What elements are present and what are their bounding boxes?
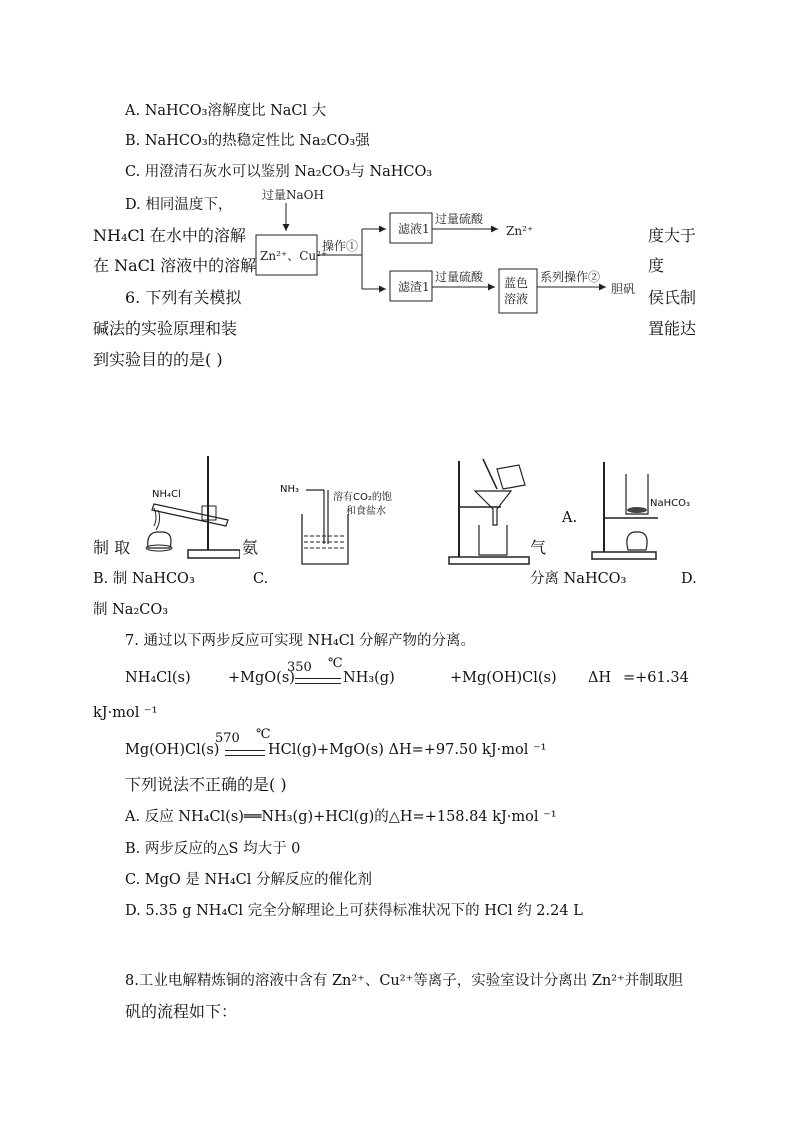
flow-acid-bottom: 过量硫酸 [435,270,484,284]
q6-stem-line3: 到实验目的的是( ) [93,350,223,369]
q6-stem-right1: 侯氏制 [648,288,697,307]
q8-stem-line1: 8.工业电解精炼铜的溶液中含有 Zn²⁺、Cu²⁺等离子，实验室设计分离出 Zn²⁺并制取胆 [125,973,683,989]
q7-option-d: D. 5.35 g NH₄Cl 完全分解理论上可获得标准状况下的 HCl 约 2.24 L [125,903,583,919]
flow-filtrate: 滤液1 [398,222,430,236]
q6-row-qi: 气 [530,538,547,557]
apparatus-c-filtration [445,455,535,567]
q7-r2-reactant: Mg(OH)Cl(s) [125,742,220,758]
q7-r2-condition-unit: ℃ [256,727,271,742]
q5-option-d-right1: 度大于 [648,226,697,245]
q5-option-c: C. 用澄清石灰水可以鉴别 Na₂CO₃与 NaHCO₃ [125,164,433,180]
process-flowchart [250,183,645,323]
q7-question: 下列说法不正确的是( ) [125,775,287,794]
q6-option-a-letter: A. [562,510,578,526]
q7-r1-condition-temp: 350 [287,660,312,675]
q6-stem-line1: 6. 下列有关模拟 [125,288,242,307]
flow-reagent-naoh: 过量NaOH [262,188,324,202]
q6-option-d-text: 制 Na₂CO₃ [93,602,169,618]
apparatus-a-label: NH₄Cl [152,489,181,500]
q7-option-a: A. 反应 NH₄Cl(s)══NH₃(g)+HCl(g)的△H=+158.84 kJ·mol ⁻¹ [125,809,557,825]
apparatus-b-label-1: 溶有CO₂的饱 [333,492,392,503]
q7-r2-condition-temp: 570 [215,731,240,746]
apparatus-a-heating-tube [140,452,240,562]
q7-r1-dh-value: =+61.34 [623,670,689,686]
q7-r1-equals [295,678,341,684]
q6-stem-right2: 置能达 [648,319,697,338]
flow-operation-2: 系列操作② [540,270,601,284]
q8-stem-line2: 矾的流程如下： [125,1002,238,1021]
q7-r1-mgo: +MgO(s) [228,670,295,686]
apparatus-b-bubbling [278,474,438,570]
q6-stem-line2: 碱法的实验原理和装 [93,319,238,338]
q7-option-c: C. MgO 是 NH₄Cl 分解反应的催化剂 [125,872,373,888]
q6-option-d-letter: D. [681,571,697,587]
apparatus-b-nh3-label: NH₃ [280,484,300,495]
flow-product-zn: Zn²⁺ [506,224,534,238]
q5-option-d-right2: 度 [648,256,665,275]
q7-r1-condition-unit: ℃ [328,656,343,671]
flow-product-alum: 胆矾 [611,282,636,296]
apparatus-d-heating-beaker [588,460,698,560]
q6-row-zhiqu: 制 取 [93,538,131,557]
apparatus-d-label: NaHCO₃ [650,498,690,509]
flow-operation-1: 操作① [322,239,359,253]
q7-option-b: B. 两步反应的△S 均大于 0 [125,841,301,857]
apparatus-b-label-2: 和食盐水 [346,506,386,517]
q5-option-d: D. 相同温度下， [125,197,233,213]
q7-stem: 7. 通过以下两步反应可实现 NH₄Cl 分解产物的分离。 [125,633,476,649]
q7-r1-reactant: NH₄Cl(s) [125,670,191,686]
q5-option-d-line3: 在 NaCl 溶液中的溶解 [93,256,257,275]
q7-r2-equals [225,750,265,756]
q7-r1-nh3: NH₃(g) [343,670,395,686]
q6-option-b: B. 制 NaHCO₃ [93,571,195,587]
q7-r1-dh-label: ΔH [588,670,612,686]
flow-start-ions: Zn²⁺、Cu²⁺ [260,249,328,263]
flow-blue-line1: 蓝色 [504,276,529,290]
flow-blue-line2: 溶液 [504,292,529,306]
q5-option-d-line2: NH₄Cl 在水中的溶解 [93,226,246,245]
q7-r1-unit: kJ·mol ⁻¹ [93,705,158,721]
q6-option-c-letter: C. [253,571,269,587]
q7-r2-products: HCl(g)+MgO(s) ΔH=+97.50 kJ·mol ⁻¹ [268,742,547,758]
q6-option-c-text: 分离 NaHCO₃ [530,571,627,587]
flow-residue: 滤渣1 [398,280,430,294]
q5-option-b: B. NaHCO₃的热稳定性比 Na₂CO₃强 [125,133,370,149]
q5-option-a: A. NaHCO₃溶解度比 NaCl 大 [125,103,327,119]
q7-r1-mgohcl: +Mg(OH)Cl(s) [450,670,557,686]
q6-row-an: 氨 [242,538,259,557]
flow-acid-top: 过量硫酸 [435,212,484,226]
